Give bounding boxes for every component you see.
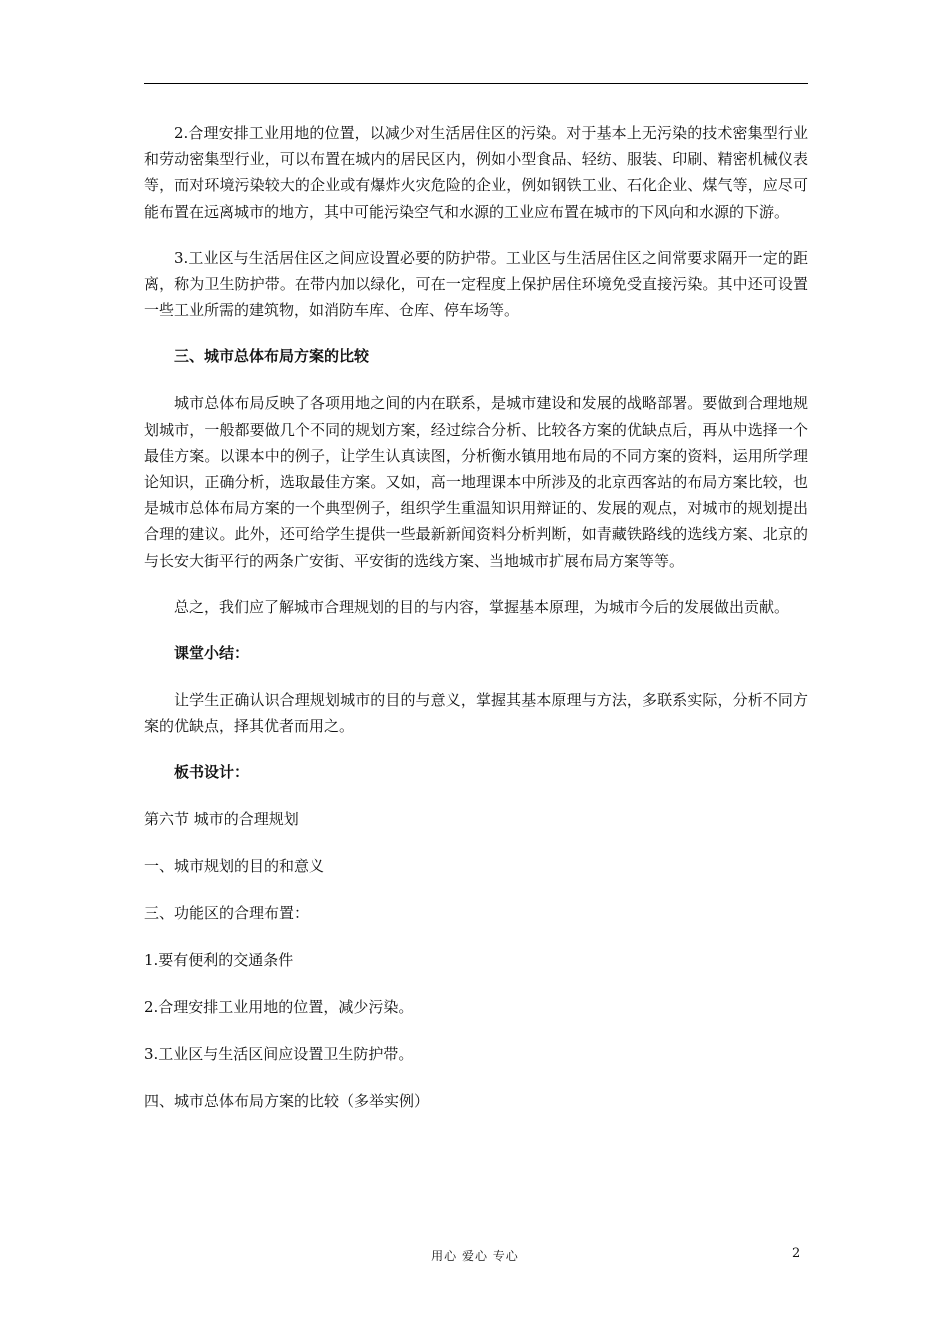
heading-class-summary: 课堂小结： (174, 644, 250, 663)
board-line: 第六节 城市的合理规划 (144, 810, 299, 829)
paragraph-industrial-land: 2.合理安排工业用地的位置，以减少对生活居住区的污染。对于基本上无污染的技术密集型行业和劳动密集型行业，可以布置在城内的居民区内，例如小型食品、轻纺、服装、印刷、精密机械仪表等，而对环境污染较大的企业或有爆炸火灾危险的企业，例如钢铁工业、石化企业、煤气等，应尽可能布置在远离城市的地方，其中可能污染空气和水源的工业应布置在城市的下风向和水源的下游。 (144, 124, 808, 221)
document-body (144, 120, 808, 1135)
board-line: 三、功能区的合理布置： (144, 904, 310, 923)
board-design-list (144, 806, 808, 1114)
paragraph-layout-comparison: 城市总体布局反映了各项用地之间的内在联系，是城市建设和发展的战略部署。要做到合理地规划城市，一般都要做几个不同的规划方案，经过综合分析、比较各方案的优缺点后，再从中选择一个最佳方案。以课本中的例子，让学生认真读图，分析衡水镇用地布局的不同方案的资料，运用所学理论知识，正确分析，选取最佳方案。又如，高一地理课本中所涉及的北京西客站的布局方案比较，也是城市总体布局方案的一个典型例子，组织学生重温知识用辩证的、发展的观点，对城市的规划提出合理的建议。此外，还可给学生提供一些最新新闻资料分析判断，如青藏铁路线的选线方案、北京的与长安大街平行的两条广安街、平安街的选线方案、当地城市扩展布局方案等等。 (144, 394, 808, 570)
paragraph-class-summary: 让学生正确认识合理规划城市的目的与意义，掌握其基本原理与方法，多联系实际，分析不同方案的优缺点，择其优者而用之。 (144, 691, 808, 736)
board-line: 3.工业区与生活区间应设置卫生防护带。 (144, 1045, 414, 1064)
section-heading-layout-comparison: 三、城市总体布局方案的比较 (174, 347, 370, 366)
board-line: 四、城市总体布局方案的比较（多举实例） (144, 1092, 430, 1111)
heading-board-design: 板书设计： (174, 763, 250, 782)
footer-motto: 用心 爱心 专心 (431, 1249, 519, 1263)
board-line: 一、城市规划的目的和意义 (144, 857, 325, 876)
paragraph-protection-belt: 3.工业区与生活居住区之间应设置必要的防护带。工业区与生活居住区之间常要求隔开一定的距离，称为卫生防护带。在带内加以绿化，可在一定程度上保护居住环境免受直接污染。其中还可设置一些工业所需的建筑物，如消防车库、仓库、停车场等。 (144, 248, 808, 320)
board-line: 2.合理安排工业用地的位置，减少污染。 (144, 998, 414, 1017)
page-number: 2 (792, 1246, 801, 1261)
paragraph-conclusion: 总之，我们应了解城市合理规划的目的与内容，掌握基本原理，为城市今后的发展做出贡献。 (174, 597, 790, 616)
header-rule (144, 83, 808, 84)
board-line: 1.要有便利的交通条件 (144, 951, 294, 970)
